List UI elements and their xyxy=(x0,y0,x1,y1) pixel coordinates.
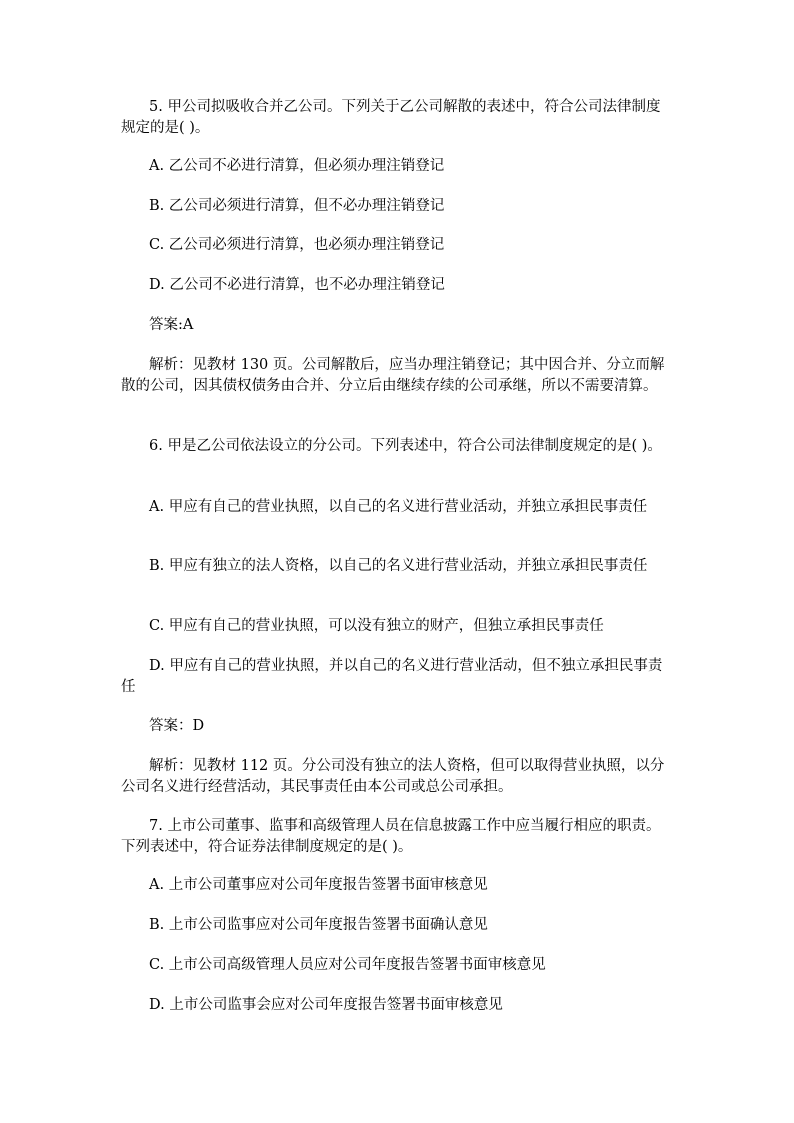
question-6-answer: 答案：D xyxy=(149,718,205,734)
question-6-option-c: C. 甲应有自己的营业执照，可以没有独立的财产，但独立承担民事责任 xyxy=(149,618,604,634)
question-5-option-c: C. 乙公司必须进行清算，也必须办理注销登记 xyxy=(149,237,445,253)
question-7-option-b: B. 上市公司监事应对公司年度报告签署书面确认意见 xyxy=(149,917,488,933)
question-5-stem: 5. 甲公司拟吸收合并乙公司。下列关于乙公司解散的表述中，符合公司法律制度规定的是( )。 xyxy=(121,99,661,136)
question-5-explanation: 解析：见教材 130 页。公司解散后，应当办理注销登记；其中因合并、分立而解散的公司，因其债权债务由合并、分立后由继续存续的公司承继，所以不需要清算。 xyxy=(121,357,665,394)
question-7-option-a: A. 上市公司董事应对公司年度报告签署书面审核意见 xyxy=(149,877,488,893)
question-6-stem: 6. 甲是乙公司依法设立的分公司。下列表述中，符合公司法律制度规定的是( )。 xyxy=(149,438,662,454)
question-5-answer: 答案:A xyxy=(149,317,194,333)
question-5-option-b: B. 乙公司必须进行清算，但不必办理注销登记 xyxy=(149,198,445,214)
question-7-option-c: C. 上市公司高级管理人员应对公司年度报告签署书面审核意见 xyxy=(149,957,546,973)
question-5-option-d: D. 乙公司不必进行清算，也不必办理注销登记 xyxy=(149,277,445,293)
question-7-stem: 7. 上市公司董事、监事和高级管理人员在信息披露工作中应当履行相应的职责。下列表述中，符合证券法律制度规定的是( )。 xyxy=(121,818,661,855)
question-6-option-d: D. 甲应有自己的营业执照，并以自己的名义进行营业活动，但不独立承担民事责任 xyxy=(121,658,663,695)
question-6-option-b: B. 甲应有独立的法人资格，以自己的名义进行营业活动，并独立承担民事责任 xyxy=(149,558,648,574)
question-6-explanation: 解析：见教材 112 页。分公司没有独立的法人资格，但可以取得营业执照，以分公司名义进行经营活动，其民事责任由本公司或总公司承担。 xyxy=(121,758,665,795)
question-5-option-a: A. 乙公司不必进行清算，但必须办理注销登记 xyxy=(149,158,445,174)
question-7-option-d: D. 上市公司监事会应对公司年度报告签署书面审核意见 xyxy=(149,997,503,1013)
question-6-option-a: A. 甲应有自己的营业执照，以自己的名义进行营业活动，并独立承担民事责任 xyxy=(149,499,648,515)
